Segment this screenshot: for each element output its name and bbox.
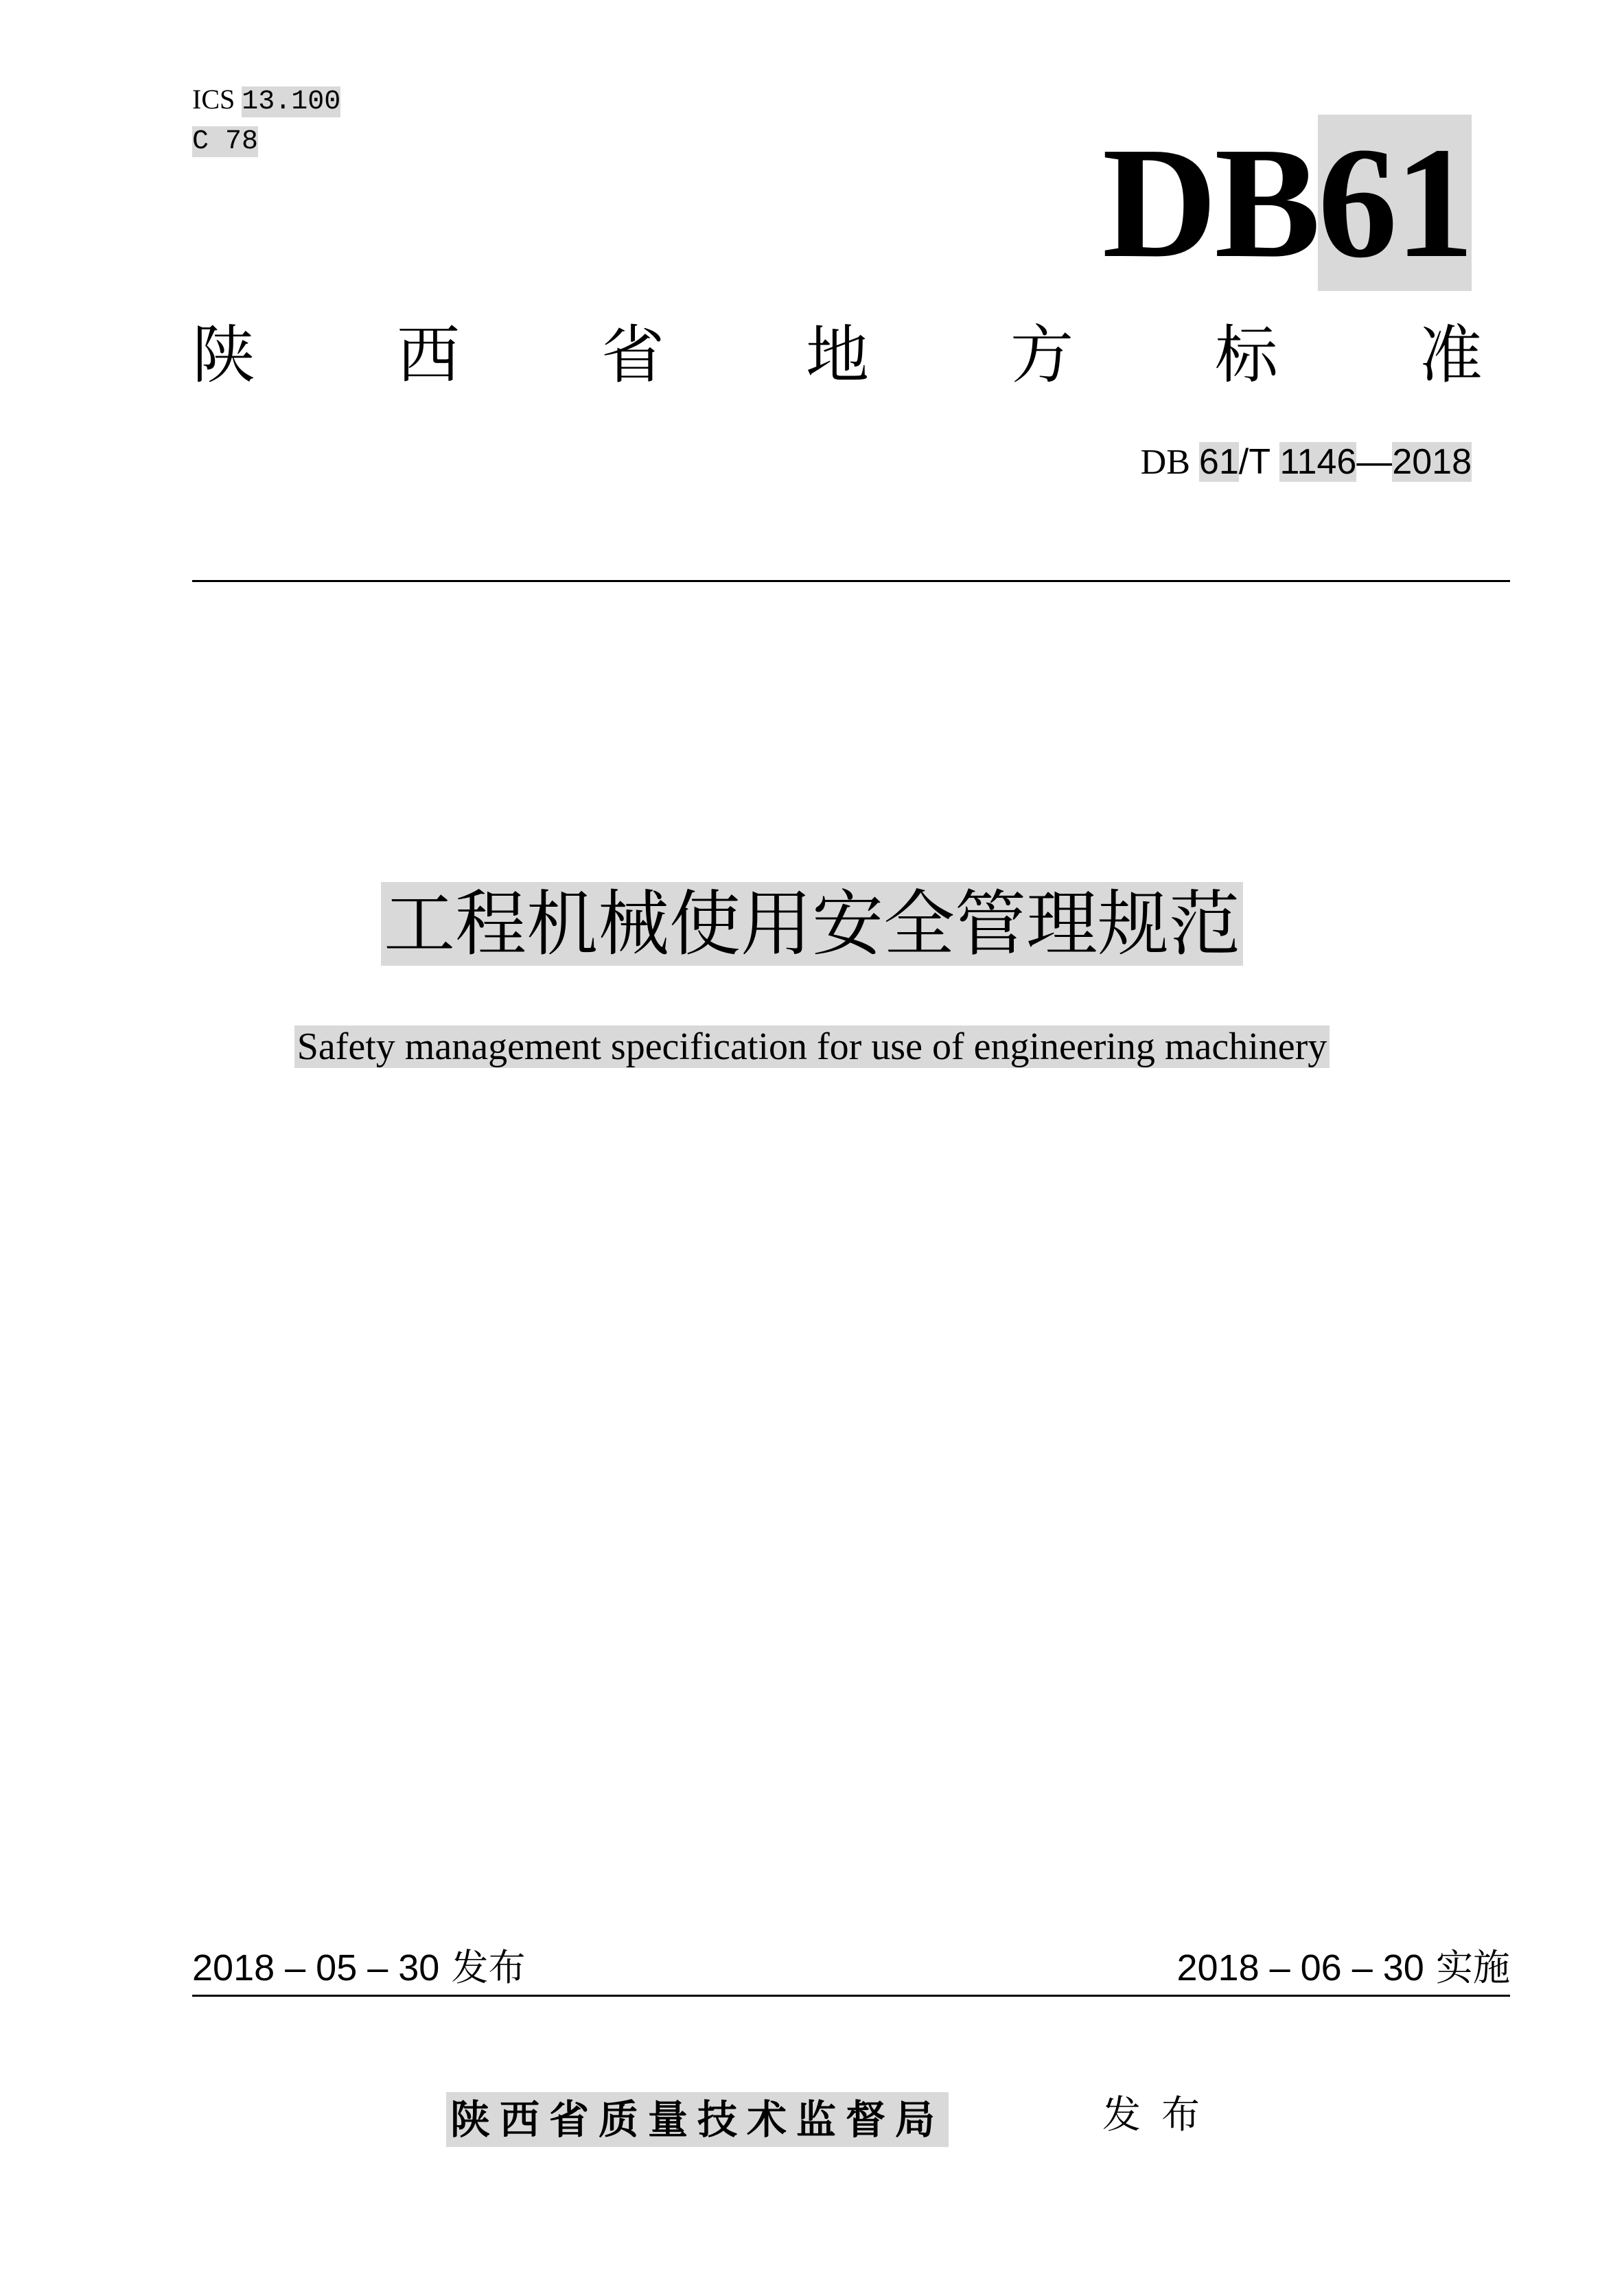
category-char: 西 (396, 318, 460, 392)
effective-date-value: 2018 – 06 – 30 (1176, 1947, 1424, 1988)
category-char: 地 (805, 318, 869, 392)
category-char: 标 (1214, 318, 1278, 392)
issue-action: 发布 (1102, 2093, 1220, 2137)
issuing-authority: 陕西省质量技术监督局 (446, 2092, 949, 2147)
std-number-prefix: DB (1140, 443, 1199, 482)
title-en-text: Safety management specification for use of engineering machinery (294, 1025, 1330, 1068)
category-char: 省 (601, 318, 664, 392)
effective-date-suffix: 实施 (1424, 1946, 1510, 1989)
db-number: 61 (1318, 115, 1472, 291)
ics-classification (192, 81, 340, 121)
category-char: 陕 (192, 318, 256, 392)
publish-date-suffix: 发布 (439, 1946, 526, 1989)
standard-number (1141, 439, 1472, 485)
std-number-year: 2018 (1392, 442, 1472, 482)
title-zh-text: 工程机械使用安全管理规范 (381, 882, 1243, 966)
db-prefix: DB (1102, 115, 1318, 291)
ccs-code: C 78 (192, 126, 259, 157)
bottom-divider (192, 1995, 1510, 1997)
effective-date (1176, 1944, 1510, 1992)
category-char: 方 (1010, 318, 1074, 392)
document-title-zh (0, 877, 1624, 971)
db-mark (1102, 115, 1472, 291)
publish-date-value: 2018 – 05 – 30 (192, 1947, 440, 1988)
std-number-type: /T (1238, 442, 1280, 482)
ccs-classification (192, 124, 258, 161)
publish-date (192, 1944, 526, 1992)
category-char: 准 (1419, 318, 1483, 392)
document-title-en (0, 1023, 1624, 1071)
standard-category (192, 312, 1483, 398)
category-highlight (192, 312, 803, 398)
ics-label: ICS (192, 84, 235, 115)
std-number-dash: — (1356, 442, 1393, 482)
std-number-serial: 1146 (1279, 442, 1357, 482)
std-number-region: 61 (1198, 442, 1239, 482)
ics-code: 13.100 (242, 86, 341, 117)
top-divider (192, 580, 1510, 582)
